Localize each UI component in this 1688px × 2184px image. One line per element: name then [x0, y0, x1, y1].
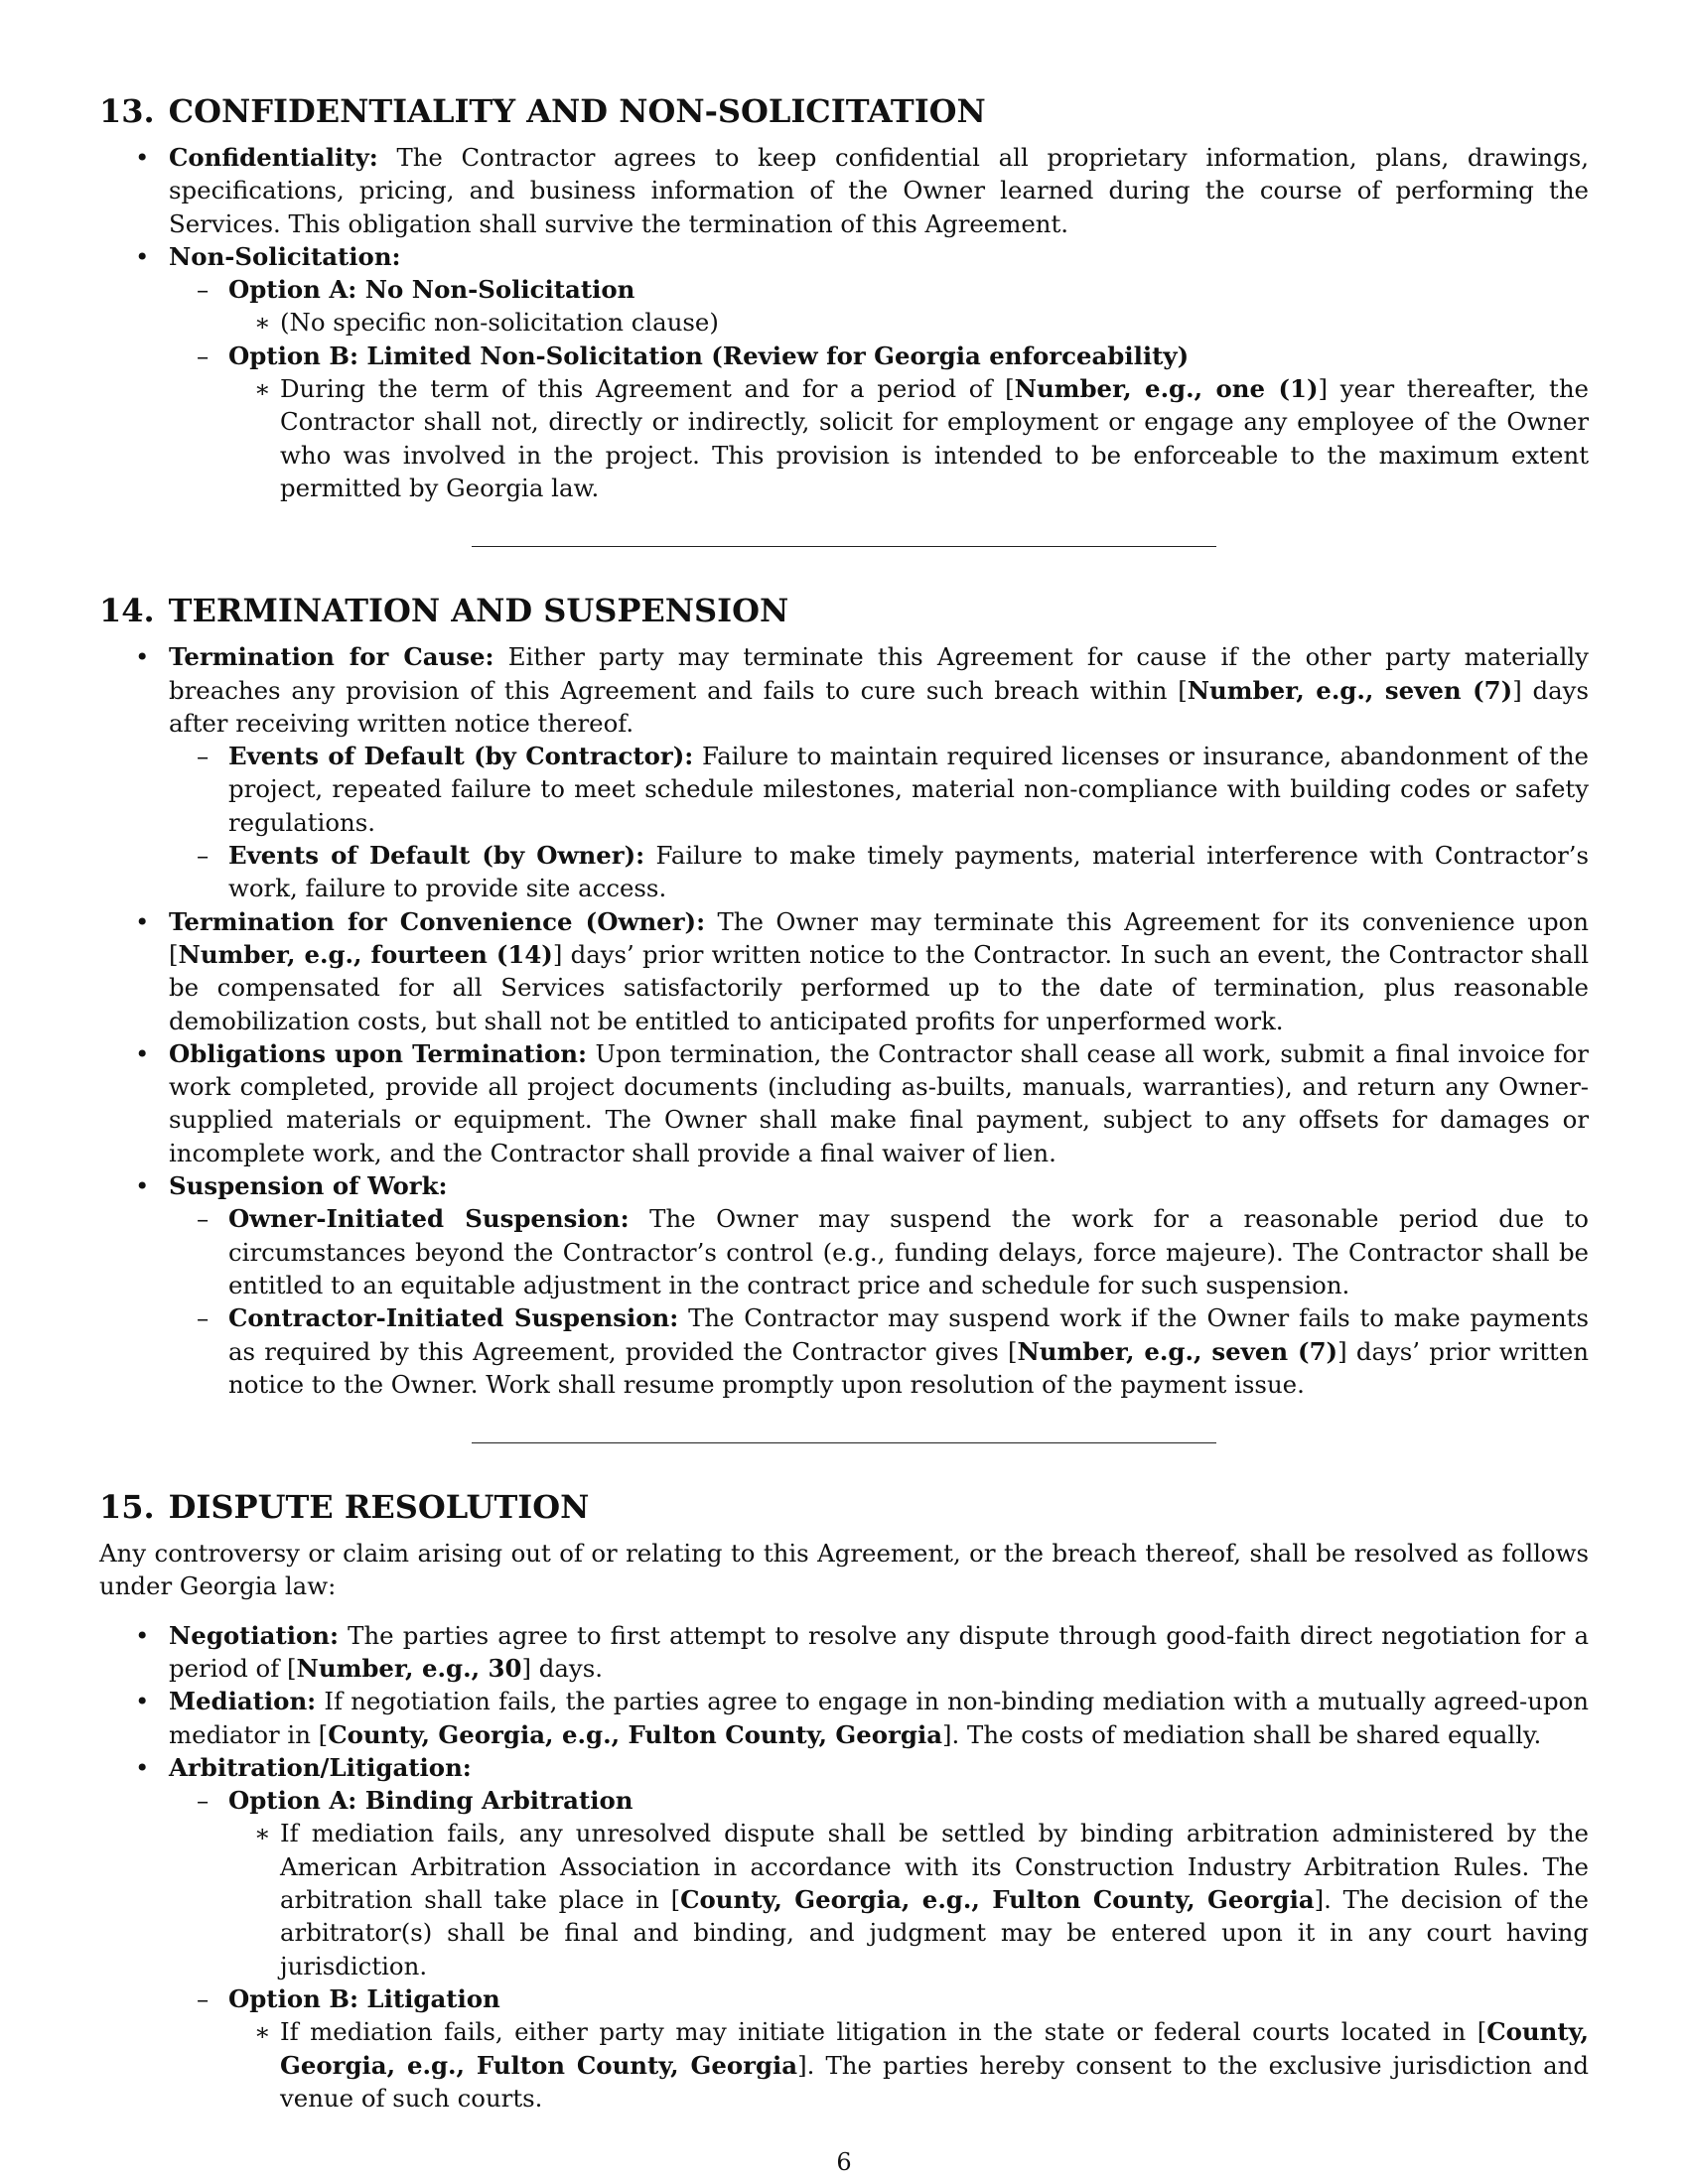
item-text: The Owner may suspend the work for a reasonable period due to circumstances beyond the Contractor’s control (e.g., funding delays, force majeure). The Contractor shall be entitled to an equitable adjustment in the contract price and schedule for such suspension.: [228, 1204, 1589, 1299]
placeholder-field: Number, e.g., fourteen (14): [178, 939, 553, 969]
item-text: Failure to make timely payments, material interference with Contractor’s work, failure to provide site access.: [228, 841, 1590, 903]
section-list: [99, 141, 1589, 504]
section-list: [99, 640, 1589, 1401]
option-text: ]. The decision of the arbitrator(s) shall be final and binding, and judgment may be entered upon it in any court having jurisdiction.: [280, 1885, 1589, 1980]
sub-sub-list-item: [228, 306, 1589, 339]
option-label: Option A: No Non-Solicitation: [228, 275, 635, 305]
section-number: 13.: [99, 92, 155, 130]
sub-list-item: [169, 1202, 1589, 1301]
sub-list: [169, 273, 1589, 504]
placeholder-field: Number, e.g., seven (7): [1187, 675, 1513, 705]
list-item: [99, 1751, 1589, 2115]
sub-sub-list-item: [228, 2015, 1589, 2115]
item-label: Arbitration/Litigation:: [169, 1752, 472, 1782]
item-label: Termination for Convenience (Owner):: [169, 906, 706, 936]
section-title: DISPUTE RESOLUTION: [168, 1488, 590, 1527]
list-item: [99, 905, 1589, 1037]
section-divider: [472, 546, 1216, 547]
section-heading: [99, 1487, 1589, 1527]
item-text: The Contractor agrees to keep confidential all proprietary information, plans, drawings, specifications, pricing, and business information of the Owner learned during the course of performing the Services. This obligation shall survive the termination of this Agreement.: [169, 143, 1589, 238]
section-title: TERMINATION AND SUSPENSION: [168, 592, 789, 630]
item-label: Confidentiality:: [169, 143, 378, 172]
sub-sub-list-item: [228, 1817, 1589, 1981]
list-item: [99, 141, 1589, 240]
document-page: [99, 91, 1589, 2115]
sub-list-item: [169, 1301, 1589, 1401]
item-text: The Owner may terminate this Agreement for its convenience upon [: [169, 906, 1589, 969]
option-label: Option B: Litigation: [228, 1983, 500, 2013]
section-13: [99, 91, 1589, 504]
section-number: 15.: [99, 1488, 155, 1527]
list-item: [99, 1169, 1589, 1401]
item-label: Non-Solicitation:: [169, 241, 401, 271]
item-text: ]. The costs of mediation shall be shared equally.: [942, 1719, 1542, 1749]
item-text: ] days after receiving written notice thereof.: [169, 675, 1589, 738]
item-label: Termination for Cause:: [169, 642, 494, 672]
sub-sub-list: [228, 1817, 1589, 1981]
placeholder-field: County, Georgia, e.g., Fulton County, Georgia: [328, 1719, 943, 1749]
option-text: During the term of this Agreement and for a period of [: [280, 374, 1015, 404]
item-text: ] days’ prior written notice to the Owner. Work shall resume promptly upon resolution of the payment issue.: [228, 1336, 1589, 1399]
placeholder-field: County, Georgia, e.g., Fulton County, Georgia: [280, 2017, 1589, 2080]
item-text: The Contractor may suspend work if the Owner fails to make payments as required by this Agreement, provided the Contractor gives [: [228, 1303, 1589, 1366]
section-divider: [472, 1442, 1216, 1443]
section-15: [99, 1487, 1589, 2115]
sub-list: [169, 1784, 1589, 2115]
sub-list-item: [169, 740, 1589, 839]
option-text: ] year thereafter, the Contractor shall not, directly or indirectly, solicit for employment or engage any employee of the Owner who was involved in the project. This provision is intended to be enforceable to the maximum extent permitted by Georgia law.: [280, 374, 1589, 502]
item-text: Upon termination, the Contractor shall cease all work, submit a final invoice for work completed, provide all project documents (including as-builts, manuals, warranties), and return any Owner-supplied materials or equipment. The Owner shall make final payment, subject to any offsets for damages or incomplete work, and the Contractor shall provide a final waiver of lien.: [169, 1038, 1589, 1167]
item-label: Negotiation:: [169, 1620, 340, 1650]
option-label: Option B: Limited Non-Solicitation (Review for Georgia enforceability): [228, 341, 1190, 370]
item-label: Mediation:: [169, 1687, 317, 1716]
list-item: [99, 1619, 1589, 1686]
placeholder-field: Number, e.g., one (1): [1014, 374, 1319, 404]
placeholder-field: Number, e.g., 30: [296, 1653, 522, 1683]
sub-list-item: [169, 1982, 1589, 2115]
option-text: ]. The parties hereby consent to the exclusive jurisdiction and venue of such courts.: [280, 2050, 1589, 2113]
section-list: [99, 1619, 1589, 2115]
sub-sub-list: [228, 372, 1589, 504]
list-item: [99, 1685, 1589, 1751]
item-text: Failure to maintain required licenses or insurance, abandonment of the project, repeated failure to meet schedule milestones, material non-compliance with building codes or safety regulations.: [228, 742, 1589, 837]
section-title: CONFIDENTIALITY AND NON-SOLICITATION: [168, 92, 986, 130]
option-text: If mediation fails, either party may initiate litigation in the state or federal courts located in [: [280, 2017, 1487, 2047]
section-14: [99, 591, 1589, 1401]
item-text: The parties agree to first attempt to resolve any dispute through good-faith direct negotiation for a period of [: [169, 1620, 1589, 1683]
sub-list-item: [169, 340, 1589, 504]
sub-list: [169, 740, 1589, 904]
list-item: [99, 1037, 1589, 1169]
section-number: 14.: [99, 592, 155, 630]
sub-list-item: [169, 1784, 1589, 1982]
item-text: Either party may terminate this Agreement for cause if the other party materially breaches any provision of this Agreement and fails to cure such breach within [: [169, 642, 1589, 705]
placeholder-field: Number, e.g., seven (7): [1017, 1336, 1338, 1366]
list-item: [99, 640, 1589, 904]
option-label: Option A: Binding Arbitration: [228, 1786, 633, 1816]
sub-list-item: [169, 273, 1589, 340]
item-label: Obligations upon Termination:: [169, 1038, 588, 1068]
item-label: Suspension of Work:: [169, 1171, 448, 1201]
item-text: If negotiation fails, the parties agree to engage in non-binding mediation with a mutually agreed-upon mediator in [: [169, 1687, 1589, 1749]
item-label: Owner-Initiated Suspension:: [228, 1204, 630, 1234]
item-text: ] days.: [521, 1653, 603, 1683]
sub-list: [169, 1202, 1589, 1401]
sub-sub-list: [228, 2015, 1589, 2115]
option-text: (No specific non-solicitation clause): [280, 308, 719, 338]
list-item: [99, 240, 1589, 504]
section-heading: [99, 91, 1589, 131]
item-text: ] days’ prior written notice to the Contractor. In such an event, the Contractor shall be compensated for all Services satisfactorily performed up to the date of termination, plus reasonable demobilization costs, but shall not be entitled to anticipated profits for unperformed work.: [169, 939, 1589, 1035]
section-heading: [99, 591, 1589, 630]
item-label: Events of Default (by Contractor):: [228, 742, 694, 771]
item-label: Contractor-Initiated Suspension:: [228, 1303, 679, 1333]
option-text: If mediation fails, any unresolved dispute shall be settled by binding arbitration administered by the American Arbitration Association in accordance with its Construction Industry Arbitration Rules. The arbitration shall take place in [: [280, 1819, 1589, 1915]
placeholder-field: County, Georgia, e.g., Fulton County, Georgia: [680, 1885, 1315, 1915]
sub-sub-list: [228, 306, 1589, 339]
item-label: Events of Default (by Owner):: [228, 841, 645, 871]
page-number: 6: [836, 2148, 852, 2176]
sub-sub-list-item: [228, 372, 1589, 504]
sub-list-item: [169, 839, 1589, 905]
section-intro: Any controversy or claim arising out of or relating to this Agreement, or the breach thereof, shall be resolved as follows under Georgia law:: [99, 1539, 1589, 1601]
